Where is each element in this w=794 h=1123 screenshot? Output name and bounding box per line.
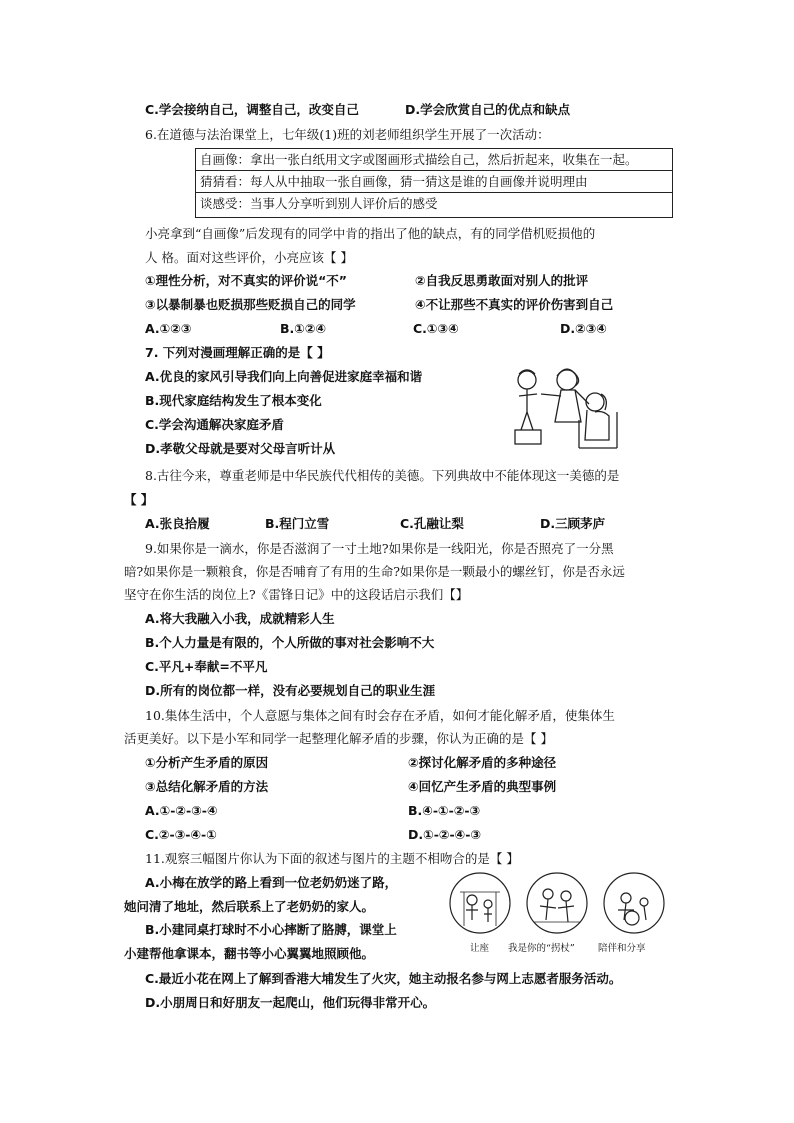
q6-option-a: A.①②③ <box>145 321 192 336</box>
q10-option-a: A.①-②-③-④ <box>145 803 218 818</box>
q10-option-c: C.②-③-④-① <box>145 827 217 842</box>
q10-line-2: 活更美好。以下是小军和同学一起整理化解矛盾的步骤，你认为正确的是【 】 <box>124 731 553 746</box>
q6-statement-3: ③以暴制暴也贬损那些贬损自己的同学 <box>145 297 356 312</box>
q6-text-1: 小亮拿到“自画像”后发现有的同学中肯的指出了他的缺点，有的同学借机贬损他的 <box>145 226 596 241</box>
q10-step-4: ④回忆产生矛盾的典型事例 <box>408 779 557 794</box>
q8-stem: 8.古往今来，尊重老师是中华民族代代相传的美德。下列典故中不能体现这一美德的是 <box>145 468 620 483</box>
q10-option-d: D.①-②-④-③ <box>408 827 482 842</box>
q7-family-cartoon <box>505 360 623 455</box>
q11-option-a-line-1: A.小梅在放学的路上看到一位老奶奶迷了路， <box>145 875 398 890</box>
q11-option-d: D.小朋周日和好朋友一起爬山，他们玩得非常开心。 <box>145 995 436 1010</box>
q11-option-c: C.最近小花在网上了解到香港大埔发生了火灾，她主动报名参与网上志愿者服务活动。 <box>145 971 622 986</box>
q5-option-c: C.学会接纳自己，调整自己，改变自己 <box>145 102 359 117</box>
q10-option-b: B.④-①-②-③ <box>408 803 481 818</box>
q7-option-d: D.孝敬父母就是要对父母言听计从 <box>145 441 336 456</box>
q8-option-b: B.程门立雪 <box>265 516 330 531</box>
q6-table-row-1: 自画像：拿出一张白纸用文字或图画形式描绘自己，然后折起来，收集在一起。 <box>196 149 672 171</box>
q7-option-b: B.现代家庭结构发生了根本变化 <box>145 393 322 408</box>
q9-line-2: 暗?如果你是一颗粮食，你是否哺育了有用的生命?如果你是一颗最小的螺丝钉，你是否永远 <box>124 564 625 579</box>
q7-stem: 7. 下列对漫画理解正确的是【 】 <box>145 345 330 360</box>
q6-stem: 6.在道德与法治课堂上，七年级(1)班的刘老师组织学生开展了一次活动： <box>145 127 550 142</box>
q10-step-3: ③总结化解矛盾的方法 <box>145 779 269 794</box>
q9-option-b: B.个人力量是有限的，个人所做的事对社会影响不大 <box>145 635 435 650</box>
q6-option-d: D.②③④ <box>560 321 607 336</box>
q8-bracket: 【 】 <box>124 492 154 507</box>
q6-option-c: C.①③④ <box>413 321 459 336</box>
q11-option-b-line-1: B.小建同桌打球时不小心摔断了胳膊，课堂上 <box>145 922 397 937</box>
q6-statement-1: ①理性分析，对不真实的评价说“不” <box>145 273 348 288</box>
q7-option-a: A.优良的家风引导我们向上向善促进家庭幸福和谐 <box>145 369 423 384</box>
q11-option-a-line-2: 她问清了地址，然后联系上了老奶奶的家人。 <box>124 899 375 914</box>
q8-option-c: C.孔融让梨 <box>400 516 464 531</box>
q6-statement-2: ②自我反思勇敢面对别人的批评 <box>415 273 589 288</box>
q9-line-3: 坚守在你生活的岗位上?《雷锋日记》中的这段话启示我们【】 <box>124 587 469 602</box>
q9-option-a: A.将大我融入小我，成就精彩人生 <box>145 611 335 626</box>
q10-line-1: 10.集体生活中，个人意愿与集体之间有时会存在矛盾，如何才能化解矛盾，使集体生 <box>145 708 615 723</box>
q8-option-a: A.张良拾履 <box>145 516 210 531</box>
q6-statement-4: ④不让那些不真实的评价伤害到自己 <box>415 297 614 312</box>
q5-option-d: D.学会欣赏自己的优点和缺点 <box>405 102 571 117</box>
q10-step-2: ②探讨化解矛盾的多种途径 <box>408 755 557 770</box>
q9-option-c: C.平凡+奉献=不平凡 <box>145 659 268 674</box>
q6-option-b: B.①②④ <box>280 321 327 336</box>
q6-table-row-2: 猜猜看：每人从中抽取一张自画像，猜一猜这是谁的自画像并说明理由 <box>196 171 672 193</box>
q6-table-row-3: 谈感受：当事人分享听到别人评价后的感受 <box>200 196 438 211</box>
q9-line-1: 9.如果你是一滴水，你是否滋润了一寸土地?如果你是一线阳光，你是否照亮了一分黑 <box>145 541 614 556</box>
q8-option-d: D.三顾茅庐 <box>540 516 606 531</box>
q11-stem: 11.观察三幅图片你认为下面的叙述与图片的主题不相吻合的是【 】 <box>145 851 519 866</box>
q11-caption-1: 让座 <box>470 943 490 954</box>
q11-three-pictures <box>446 870 668 936</box>
q6-activity-table <box>195 148 673 218</box>
q6-text-2: 人 格。面对这些评价，小亮应该【 】 <box>145 250 353 265</box>
q9-option-d: D.所有的岗位都一样，没有必要规划自己的职业生涯 <box>145 683 436 698</box>
q11-caption-3: 陪伴和分享 <box>598 943 646 954</box>
q7-option-c: C.学会沟通解决家庭矛盾 <box>145 417 284 432</box>
q11-option-b-line-2: 小建帮他拿课本，翻书等小心翼翼地照顾他。 <box>124 946 375 961</box>
q11-caption-2: 我是你的“拐杖” <box>508 943 575 954</box>
q10-step-1: ①分析产生矛盾的原因 <box>145 755 269 770</box>
